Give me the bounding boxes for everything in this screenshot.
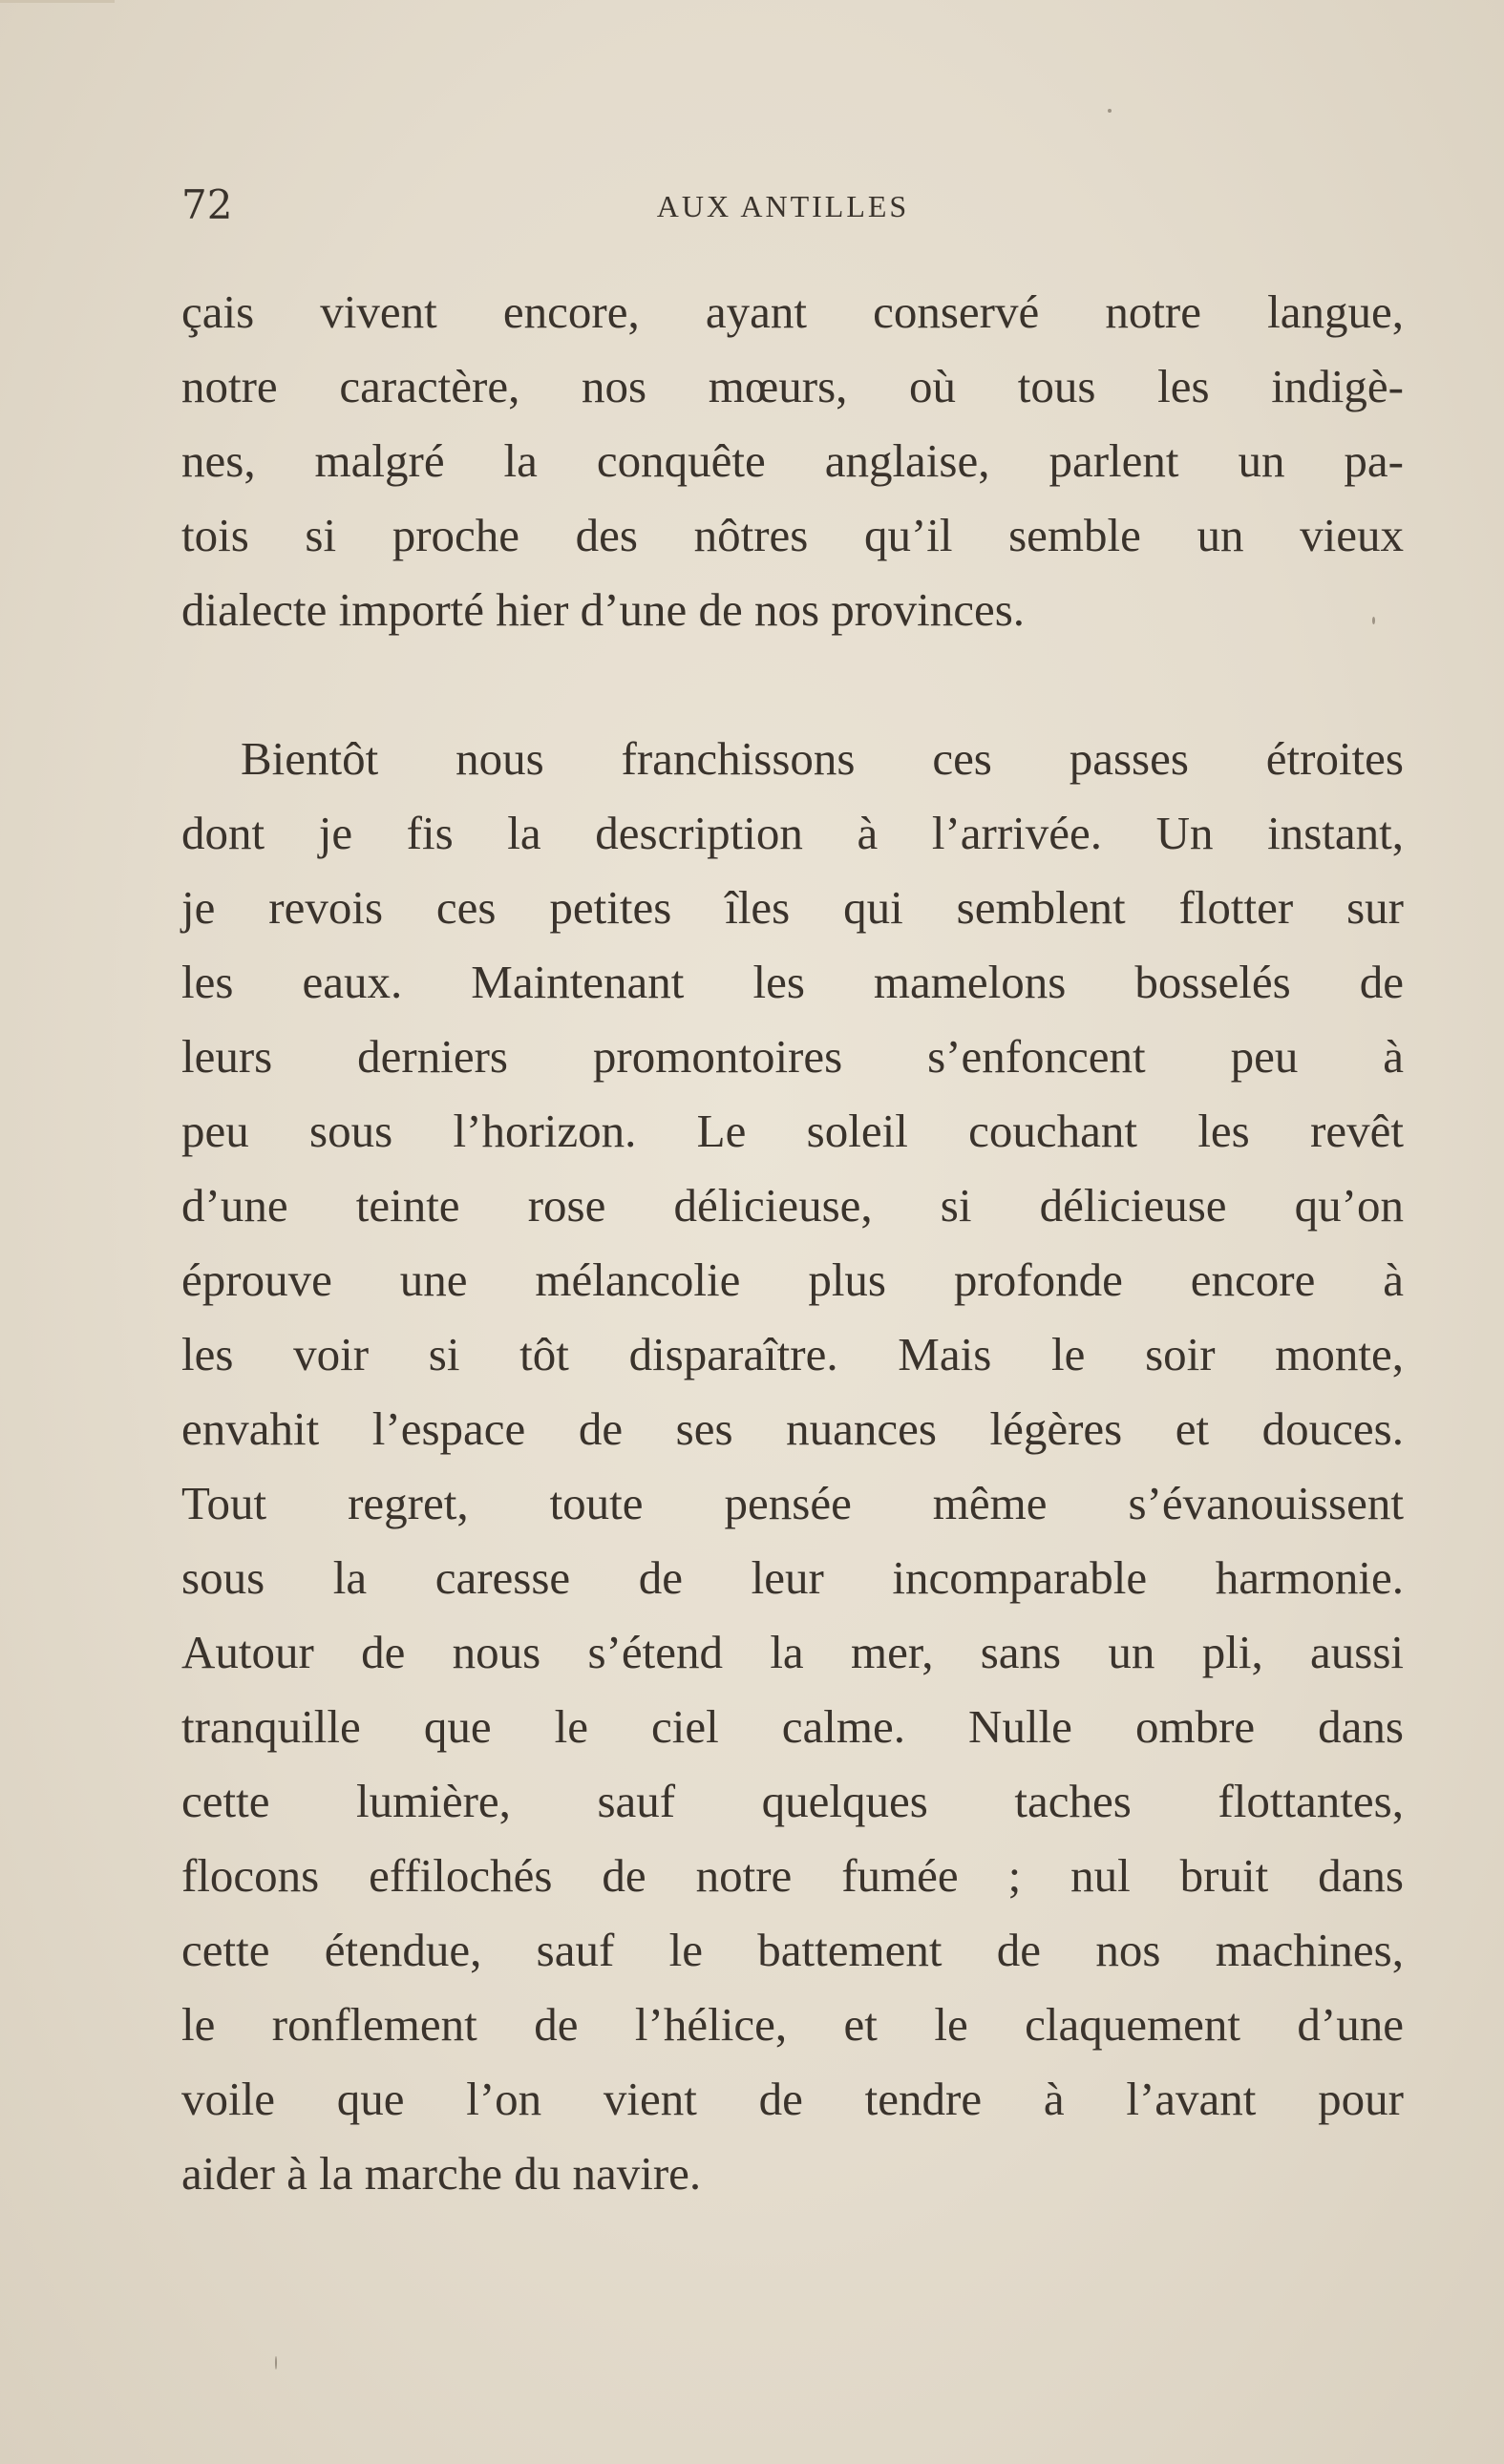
text-line: nes, malgré la conquête anglaise, parlent un pa- — [181, 434, 1404, 487]
text-line: leurs derniers promontoires s’enfoncent peu à — [181, 1030, 1404, 1083]
text-line: peu sous l’horizon. Le soleil couchant les revêt — [181, 1105, 1404, 1157]
paper-speck — [1372, 617, 1375, 624]
text-line: cette étendue, sauf le battement de nos machines, — [181, 1924, 1404, 1976]
text-line: le ronflement de l’hélice, et le claquement d’une — [181, 1998, 1404, 2051]
text-line: voile que l’on vient de tendre à l’avant pour — [181, 2073, 1404, 2125]
text-line: cette lumière, sauf quelques taches flottantes, — [181, 1775, 1404, 1827]
paragraph — [181, 275, 1404, 647]
text-line: sous la caresse de leur incomparable harmonie. — [181, 1551, 1404, 1604]
text-line: les voir si tôt disparaître. Mais le soir monte, — [181, 1328, 1404, 1380]
page-number: 72 — [181, 181, 233, 228]
text-line: Bientôt nous franchissons ces passes étroites — [241, 732, 1404, 785]
text-line: d’une teinte rose délicieuse, si délicieuse qu’on — [181, 1179, 1404, 1232]
running-title: AUX ANTILLES — [656, 189, 910, 223]
text-line: flocons effilochés de notre fumée ; nul bruit dans — [181, 1849, 1404, 1902]
text-line: tois si proche des nôtres qu’il semble un vieux — [181, 509, 1404, 561]
text-line: çais vivent encore, ayant conservé notre langue, — [181, 285, 1404, 338]
top-edge-rule — [0, 0, 115, 3]
text-line: éprouve une mélancolie plus profonde encore à — [181, 1253, 1404, 1306]
paragraph-gap — [181, 647, 1404, 722]
text-line: dialecte importé hier d’une de nos provinces. — [181, 583, 1026, 636]
text-line: Autour de nous s’étend la mer, sans un pli, aussi — [181, 1626, 1404, 1678]
paper-speck — [275, 2356, 277, 2369]
text-line: aider à la marche du navire. — [181, 2147, 702, 2200]
text-line: je revois ces petites îles qui semblent flotter sur — [181, 881, 1404, 934]
text-line: les eaux. Maintenant les mamelons bosselés de — [181, 956, 1404, 1008]
text-line: dont je fis la description à l’arrivée. Un instant, — [181, 807, 1404, 859]
paper-speck — [1108, 109, 1112, 113]
text-line: Tout regret, toute pensée même s’évanouissent — [181, 1477, 1404, 1529]
body-text — [181, 275, 1404, 2211]
text-line: envahit l’espace de ses nuances légères et douces. — [181, 1402, 1404, 1455]
page-header — [181, 181, 1404, 239]
text-line: notre caractère, nos mœurs, où tous les indigè- — [181, 360, 1404, 412]
text-line: tranquille que le ciel calme. Nulle ombre dans — [181, 1700, 1404, 1753]
paragraph — [181, 722, 1404, 2211]
